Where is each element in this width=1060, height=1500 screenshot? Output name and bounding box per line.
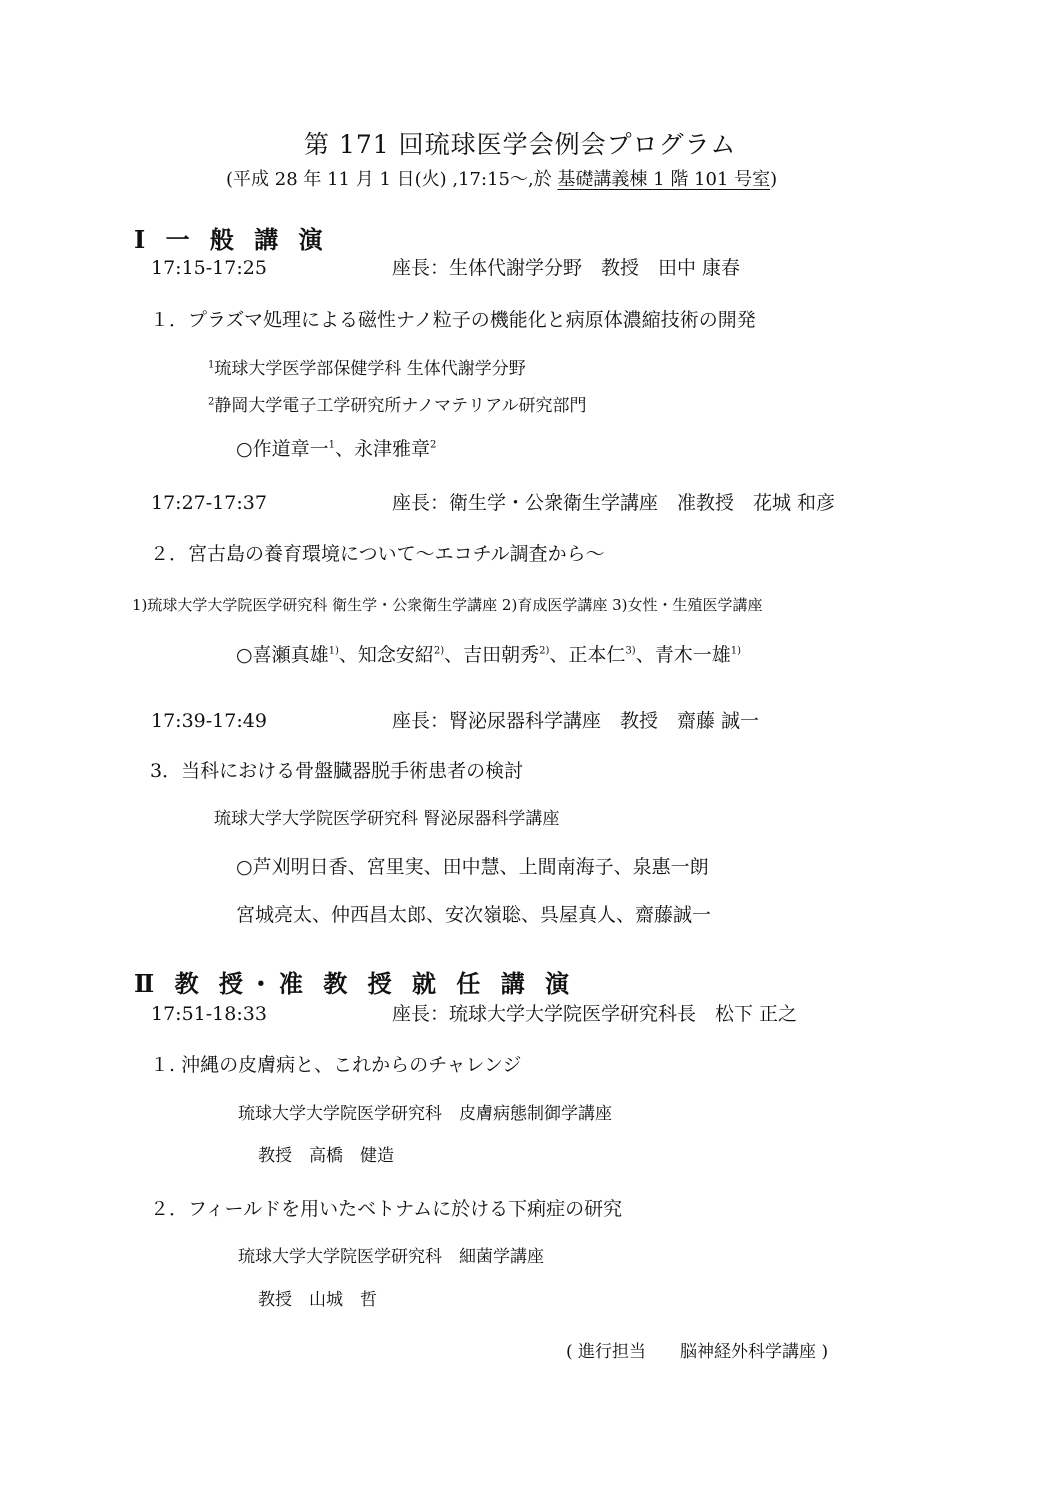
author-affiliation-mark: 2)	[433, 645, 445, 657]
author-affiliation-mark: 3)	[625, 645, 636, 657]
author: ○作道章一	[236, 438, 329, 460]
affiliation-text: 静岡大学電子工学研究所ナノマテリアル研究部門	[214, 396, 587, 416]
affiliation: 琉球大学大学院医学研究科 腎泌尿器科学講座	[214, 809, 560, 829]
author-affiliation-mark: 1	[328, 439, 335, 451]
author-affiliation-mark: 2)	[539, 645, 550, 657]
lecture-title: 3．当科における骨盤臓器脱手術患者の検討	[150, 760, 524, 782]
section-heading-inaugural-lectures: Ⅱ 教 授・准 教 授 就 任 講 演	[134, 969, 576, 998]
author: 、吉田朝秀	[444, 644, 540, 666]
session-time: 17:27-17:37	[151, 492, 267, 514]
organizer-note: ( 進行担当 脳神経外科学講座 )	[566, 1342, 829, 1362]
session-time: 17:15-17:25	[151, 257, 267, 279]
author: 、知念安紹	[338, 644, 434, 666]
speaker: 教授 山城 哲	[258, 1290, 377, 1310]
affiliation-number: 1	[208, 359, 215, 371]
author-affiliation-mark: 1)	[328, 645, 339, 657]
author-list: 宮城亮太、仲西昌太郎、安次嶺聡、呉屋真人、齋藤誠一	[236, 904, 712, 926]
section-heading-general-lectures: Ⅰ 一 般 講 演	[134, 225, 329, 254]
author-affiliation-mark: 1)	[730, 645, 741, 657]
affiliation: 琉球大学大学院医学研究科 細菌学講座	[238, 1247, 544, 1267]
affiliation-text: 琉球大学医学部保健学科 生体代謝学分野	[214, 359, 526, 379]
affiliation	[208, 361, 526, 378]
affiliation: 琉球大学大学院医学研究科 皮膚病態制御学講座	[238, 1104, 612, 1124]
author-list: ○芦刈明日香、宮里実、田中慧、上間南海子、泉惠一朗	[236, 856, 709, 878]
lecture-title: ２．フィールドを用いたベトナムに於ける下痢症の研究	[150, 1198, 623, 1220]
subtitle-date: (平成 28 年 11 月 1 日(火) ,17:15～,於	[226, 169, 558, 190]
session-chair: 座長：衛生学・公衆衛生学講座 准教授 花城 和彦	[392, 492, 836, 514]
page-subtitle	[226, 171, 777, 189]
affiliation-number: 2	[208, 396, 215, 408]
lecture-title: ２．宮古島の養育環境について～エコチル調査から～	[150, 543, 605, 565]
author-affiliation-mark: 2	[430, 439, 437, 451]
author-separator: 、	[334, 438, 354, 460]
author: 永津雅章	[353, 438, 430, 460]
session-chair: 座長：琉球大学大学院医学研究科長 松下 正之	[392, 1003, 798, 1025]
subtitle-close: )	[770, 169, 778, 190]
page-title: 第 171 回琉球医学会例会プログラム	[304, 130, 737, 159]
author: 、青木一雄	[635, 644, 731, 666]
session-chair: 座長：生体代謝学分野 教授 田中 康春	[392, 257, 741, 279]
affiliation: 1)琉球大学大学院医学研究科 衛生学・公衆衛生学講座 2)育成医学講座 3)女性・生殖医学講座	[132, 596, 763, 614]
session-chair: 座長：腎泌尿器科学講座 教授 齋藤 誠一	[392, 710, 760, 732]
speaker: 教授 高橋 健造	[258, 1146, 394, 1166]
lecture-title: １. 沖縄の皮膚病と、これからのチャレンジ	[150, 1054, 522, 1076]
session-time: 17:51-18:33	[151, 1003, 267, 1025]
author-list	[236, 646, 741, 665]
author: 、正本仁	[549, 644, 626, 666]
author-list	[236, 440, 436, 459]
affiliation	[208, 398, 587, 415]
lecture-title: １．プラズマ処理による磁性ナノ粒子の機能化と病原体濃縮技術の開発	[150, 309, 756, 331]
session-time: 17:39-17:49	[151, 710, 267, 732]
author: ○喜瀬真雄	[236, 644, 329, 666]
subtitle-venue: 基礎講義棟 1 階 101 号室	[557, 169, 771, 190]
